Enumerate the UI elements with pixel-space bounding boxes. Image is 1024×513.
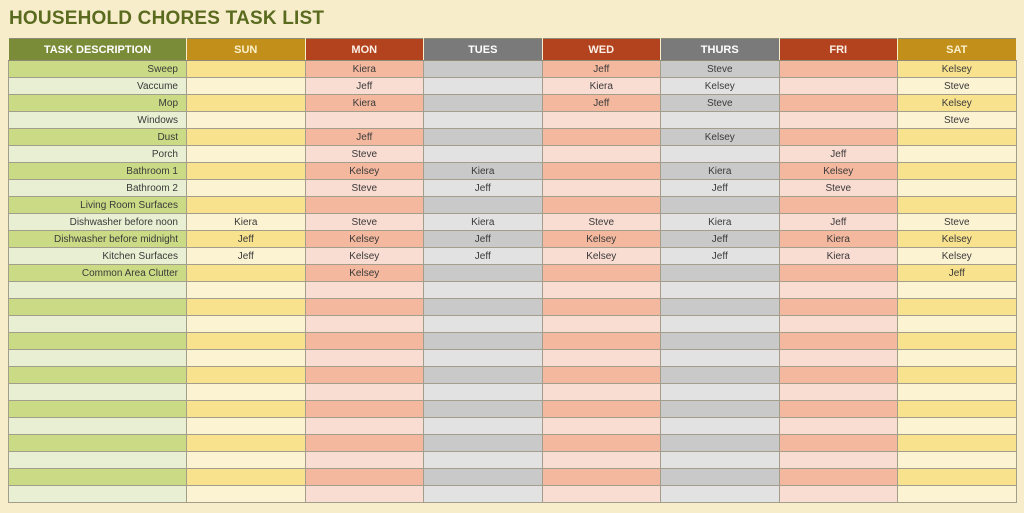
day-cell-fri[interactable]	[779, 61, 898, 78]
table-row	[9, 78, 1017, 95]
column-header-fri[interactable]: FRI	[779, 39, 898, 61]
day-cell-thurs[interactable]	[661, 197, 780, 214]
day-cell-sun[interactable]: Kiera	[187, 214, 306, 231]
day-cell-sun[interactable]	[187, 197, 306, 214]
day-cell-thurs[interactable]	[661, 486, 780, 503]
day-cell-sun[interactable]: Jeff	[187, 248, 306, 265]
table-row	[9, 265, 1017, 282]
task-cell[interactable]: Common Area Clutter	[9, 265, 187, 282]
column-header-thurs[interactable]: THURS	[661, 39, 780, 61]
day-cell-mon[interactable]: Jeff	[305, 78, 424, 95]
task-cell[interactable]: Porch	[9, 146, 187, 163]
table-row	[9, 282, 1017, 299]
day-cell-fri[interactable]	[779, 112, 898, 129]
day-cell-mon[interactable]	[305, 452, 424, 469]
day-cell-thurs[interactable]	[661, 469, 780, 486]
task-cell[interactable]	[9, 316, 187, 333]
day-cell-wed[interactable]: Kelsey	[542, 231, 661, 248]
table-row	[9, 299, 1017, 316]
table-row	[9, 112, 1017, 129]
task-cell[interactable]	[9, 418, 187, 435]
day-cell-thurs[interactable]	[661, 418, 780, 435]
day-cell-mon[interactable]	[305, 316, 424, 333]
day-cell-sat[interactable]: Jeff	[898, 265, 1017, 282]
day-cell-tues[interactable]	[424, 197, 543, 214]
task-cell[interactable]: Windows	[9, 112, 187, 129]
day-cell-sun[interactable]	[187, 333, 306, 350]
day-cell-sat[interactable]	[898, 146, 1017, 163]
day-cell-wed[interactable]: Kiera	[542, 78, 661, 95]
day-cell-wed[interactable]	[542, 469, 661, 486]
day-cell-sat[interactable]	[898, 197, 1017, 214]
day-cell-wed[interactable]	[542, 333, 661, 350]
day-cell-sun[interactable]	[187, 78, 306, 95]
day-cell-mon[interactable]: Kelsey	[305, 265, 424, 282]
day-cell-sat[interactable]	[898, 299, 1017, 316]
day-cell-fri[interactable]	[779, 265, 898, 282]
day-cell-tues[interactable]	[424, 78, 543, 95]
day-cell-tues[interactable]: Kiera	[424, 214, 543, 231]
day-cell-sun[interactable]	[187, 452, 306, 469]
day-cell-thurs[interactable]: Jeff	[661, 180, 780, 197]
day-cell-tues[interactable]	[424, 112, 543, 129]
day-cell-sun[interactable]	[187, 316, 306, 333]
day-cell-wed[interactable]	[542, 486, 661, 503]
table-row	[9, 146, 1017, 163]
day-cell-thurs[interactable]: Kelsey	[661, 129, 780, 146]
table-row	[9, 248, 1017, 265]
day-cell-sun[interactable]	[187, 435, 306, 452]
table-row	[9, 163, 1017, 180]
task-cell[interactable]: Living Room Surfaces	[9, 197, 187, 214]
day-cell-wed[interactable]	[542, 265, 661, 282]
day-cell-tues[interactable]	[424, 146, 543, 163]
column-header-mon[interactable]: MON	[305, 39, 424, 61]
task-cell[interactable]: Dust	[9, 129, 187, 146]
day-cell-wed[interactable]	[542, 112, 661, 129]
day-cell-fri[interactable]	[779, 452, 898, 469]
day-cell-fri[interactable]: Jeff	[779, 214, 898, 231]
day-cell-mon[interactable]: Kelsey	[305, 248, 424, 265]
day-cell-fri[interactable]: Steve	[779, 180, 898, 197]
day-cell-fri[interactable]	[779, 486, 898, 503]
task-cell[interactable]: Vaccume	[9, 78, 187, 95]
day-cell-mon[interactable]	[305, 367, 424, 384]
day-cell-sun[interactable]	[187, 61, 306, 78]
day-cell-tues[interactable]	[424, 282, 543, 299]
day-cell-mon[interactable]	[305, 469, 424, 486]
day-cell-thurs[interactable]: Kiera	[661, 163, 780, 180]
day-cell-fri[interactable]	[779, 282, 898, 299]
day-cell-fri[interactable]	[779, 350, 898, 367]
day-cell-tues[interactable]	[424, 316, 543, 333]
day-cell-thurs[interactable]	[661, 282, 780, 299]
day-cell-fri[interactable]	[779, 401, 898, 418]
day-cell-sat[interactable]: Kelsey	[898, 95, 1017, 112]
day-cell-tues[interactable]	[424, 265, 543, 282]
column-header-sat[interactable]: SAT	[898, 39, 1017, 61]
day-cell-sat[interactable]	[898, 129, 1017, 146]
day-cell-thurs[interactable]	[661, 452, 780, 469]
day-cell-sun[interactable]	[187, 401, 306, 418]
day-cell-wed[interactable]: Steve	[542, 214, 661, 231]
day-cell-thurs[interactable]: Jeff	[661, 231, 780, 248]
day-cell-tues[interactable]: Jeff	[424, 180, 543, 197]
day-cell-fri[interactable]	[779, 435, 898, 452]
table-row	[9, 350, 1017, 367]
day-cell-thurs[interactable]: Kiera	[661, 214, 780, 231]
day-cell-tues[interactable]	[424, 452, 543, 469]
day-cell-mon[interactable]	[305, 333, 424, 350]
day-cell-mon[interactable]: Kelsey	[305, 231, 424, 248]
table-row	[9, 180, 1017, 197]
day-cell-wed[interactable]	[542, 129, 661, 146]
day-cell-mon[interactable]	[305, 350, 424, 367]
header-row	[9, 39, 1017, 61]
day-cell-mon[interactable]	[305, 384, 424, 401]
day-cell-fri[interactable]: Kelsey	[779, 163, 898, 180]
day-cell-fri[interactable]	[779, 78, 898, 95]
day-cell-sat[interactable]	[898, 469, 1017, 486]
day-cell-thurs[interactable]	[661, 435, 780, 452]
day-cell-wed[interactable]: Jeff	[542, 61, 661, 78]
task-cell[interactable]	[9, 384, 187, 401]
day-cell-mon[interactable]	[305, 486, 424, 503]
day-cell-mon[interactable]	[305, 112, 424, 129]
day-cell-wed[interactable]	[542, 418, 661, 435]
day-cell-sat[interactable]: Kelsey	[898, 248, 1017, 265]
day-cell-tues[interactable]	[424, 61, 543, 78]
column-header-tues[interactable]: TUES	[424, 39, 543, 61]
day-cell-sun[interactable]	[187, 299, 306, 316]
day-cell-sun[interactable]	[187, 384, 306, 401]
day-cell-sun[interactable]	[187, 265, 306, 282]
day-cell-tues[interactable]	[424, 299, 543, 316]
day-cell-wed[interactable]	[542, 282, 661, 299]
table-row	[9, 197, 1017, 214]
table-row	[9, 469, 1017, 486]
day-cell-sun[interactable]	[187, 180, 306, 197]
day-cell-sun[interactable]	[187, 367, 306, 384]
day-cell-fri[interactable]	[779, 418, 898, 435]
day-cell-sat[interactable]	[898, 486, 1017, 503]
day-cell-fri[interactable]	[779, 129, 898, 146]
day-cell-mon[interactable]: Steve	[305, 180, 424, 197]
day-cell-sat[interactable]	[898, 163, 1017, 180]
day-cell-sat[interactable]	[898, 418, 1017, 435]
day-cell-mon[interactable]: Steve	[305, 214, 424, 231]
day-cell-wed[interactable]	[542, 197, 661, 214]
day-cell-mon[interactable]: Kiera	[305, 61, 424, 78]
task-cell[interactable]	[9, 350, 187, 367]
day-cell-fri[interactable]	[779, 299, 898, 316]
task-cell[interactable]	[9, 435, 187, 452]
day-cell-fri[interactable]	[779, 384, 898, 401]
day-cell-sat[interactable]	[898, 452, 1017, 469]
day-cell-tues[interactable]	[424, 469, 543, 486]
table-row	[9, 367, 1017, 384]
day-cell-wed[interactable]	[542, 316, 661, 333]
day-cell-sat[interactable]	[898, 316, 1017, 333]
day-cell-sat[interactable]	[898, 333, 1017, 350]
day-cell-fri[interactable]: Jeff	[779, 146, 898, 163]
day-cell-tues[interactable]	[424, 418, 543, 435]
day-cell-thurs[interactable]: Jeff	[661, 248, 780, 265]
day-cell-sat[interactable]	[898, 180, 1017, 197]
day-cell-wed[interactable]	[542, 452, 661, 469]
day-cell-fri[interactable]: Kiera	[779, 248, 898, 265]
day-cell-fri[interactable]	[779, 95, 898, 112]
day-cell-thurs[interactable]	[661, 333, 780, 350]
day-cell-tues[interactable]: Jeff	[424, 231, 543, 248]
day-cell-sun[interactable]	[187, 282, 306, 299]
day-cell-wed[interactable]	[542, 435, 661, 452]
table-row	[9, 316, 1017, 333]
day-cell-sun[interactable]	[187, 163, 306, 180]
day-cell-wed[interactable]	[542, 367, 661, 384]
table-row	[9, 418, 1017, 435]
day-cell-mon[interactable]	[305, 299, 424, 316]
day-cell-sat[interactable]	[898, 384, 1017, 401]
day-cell-fri[interactable]	[779, 197, 898, 214]
task-cell[interactable]	[9, 299, 187, 316]
day-cell-fri[interactable]: Kiera	[779, 231, 898, 248]
day-cell-sun[interactable]	[187, 469, 306, 486]
column-header-sun[interactable]: SUN	[187, 39, 306, 61]
day-cell-sat[interactable]	[898, 401, 1017, 418]
day-cell-tues[interactable]	[424, 333, 543, 350]
day-cell-tues[interactable]	[424, 486, 543, 503]
day-cell-tues[interactable]	[424, 95, 543, 112]
day-cell-tues[interactable]: Jeff	[424, 248, 543, 265]
day-cell-thurs[interactable]: Kelsey	[661, 78, 780, 95]
day-cell-mon[interactable]: Steve	[305, 146, 424, 163]
task-cell[interactable]	[9, 401, 187, 418]
day-cell-fri[interactable]	[779, 469, 898, 486]
day-cell-sun[interactable]	[187, 129, 306, 146]
day-cell-tues[interactable]	[424, 435, 543, 452]
day-cell-thurs[interactable]	[661, 265, 780, 282]
task-cell[interactable]	[9, 486, 187, 503]
day-cell-fri[interactable]	[779, 316, 898, 333]
day-cell-sun[interactable]	[187, 112, 306, 129]
day-cell-wed[interactable]	[542, 384, 661, 401]
day-cell-thurs[interactable]	[661, 299, 780, 316]
column-header-wed[interactable]: WED	[542, 39, 661, 61]
day-cell-wed[interactable]: Jeff	[542, 95, 661, 112]
day-cell-sun[interactable]	[187, 95, 306, 112]
day-cell-thurs[interactable]	[661, 350, 780, 367]
day-cell-sat[interactable]: Steve	[898, 112, 1017, 129]
day-cell-tues[interactable]: Kiera	[424, 163, 543, 180]
day-cell-thurs[interactable]: Steve	[661, 61, 780, 78]
day-cell-thurs[interactable]	[661, 384, 780, 401]
chores-table	[8, 38, 1017, 503]
day-cell-thurs[interactable]	[661, 316, 780, 333]
day-cell-tues[interactable]	[424, 367, 543, 384]
day-cell-tues[interactable]	[424, 384, 543, 401]
day-cell-sat[interactable]: Kelsey	[898, 231, 1017, 248]
table-row	[9, 384, 1017, 401]
task-cell[interactable]: Sweep	[9, 61, 187, 78]
day-cell-sun[interactable]	[187, 146, 306, 163]
day-cell-wed[interactable]	[542, 350, 661, 367]
task-cell[interactable]: Dishwasher before noon	[9, 214, 187, 231]
day-cell-thurs[interactable]	[661, 146, 780, 163]
day-cell-fri[interactable]	[779, 333, 898, 350]
day-cell-sun[interactable]	[187, 350, 306, 367]
table-row	[9, 231, 1017, 248]
task-cell[interactable]	[9, 367, 187, 384]
day-cell-sat[interactable]	[898, 435, 1017, 452]
day-cell-mon[interactable]: Kelsey	[305, 163, 424, 180]
table-row	[9, 95, 1017, 112]
table-row	[9, 333, 1017, 350]
day-cell-tues[interactable]	[424, 129, 543, 146]
day-cell-thurs[interactable]	[661, 401, 780, 418]
table-row	[9, 452, 1017, 469]
day-cell-fri[interactable]	[779, 367, 898, 384]
page-title: HOUSEHOLD CHORES TASK LIST	[9, 8, 325, 29]
task-cell[interactable]	[9, 333, 187, 350]
day-cell-wed[interactable]	[542, 401, 661, 418]
table-row	[9, 214, 1017, 231]
day-cell-thurs[interactable]: Steve	[661, 95, 780, 112]
table-row	[9, 61, 1017, 78]
task-cell[interactable]	[9, 469, 187, 486]
day-cell-mon[interactable]: Kiera	[305, 95, 424, 112]
day-cell-sat[interactable]	[898, 282, 1017, 299]
day-cell-wed[interactable]: Kelsey	[542, 248, 661, 265]
task-cell[interactable]: Bathroom 1	[9, 163, 187, 180]
day-cell-mon[interactable]	[305, 418, 424, 435]
day-cell-mon[interactable]	[305, 401, 424, 418]
day-cell-thurs[interactable]	[661, 367, 780, 384]
table-row	[9, 129, 1017, 146]
day-cell-mon[interactable]	[305, 197, 424, 214]
day-cell-tues[interactable]	[424, 350, 543, 367]
table-row	[9, 435, 1017, 452]
day-cell-sat[interactable]	[898, 350, 1017, 367]
day-cell-sun[interactable]	[187, 486, 306, 503]
day-cell-mon[interactable]	[305, 282, 424, 299]
day-cell-mon[interactable]	[305, 435, 424, 452]
day-cell-sat[interactable]: Steve	[898, 214, 1017, 231]
day-cell-wed[interactable]	[542, 299, 661, 316]
day-cell-wed[interactable]	[542, 180, 661, 197]
task-cell[interactable]: Bathroom 2	[9, 180, 187, 197]
task-cell[interactable]	[9, 282, 187, 299]
day-cell-tues[interactable]	[424, 401, 543, 418]
task-cell[interactable]	[9, 452, 187, 469]
day-cell-sun[interactable]	[187, 418, 306, 435]
day-cell-mon[interactable]: Jeff	[305, 129, 424, 146]
table-row	[9, 401, 1017, 418]
table-body	[9, 61, 1017, 503]
day-cell-thurs[interactable]	[661, 112, 780, 129]
day-cell-sat[interactable]: Steve	[898, 78, 1017, 95]
table-row	[9, 486, 1017, 503]
day-cell-sun[interactable]: Jeff	[187, 231, 306, 248]
column-header-task-description[interactable]: TASK DESCRIPTION	[9, 39, 187, 61]
day-cell-wed[interactable]	[542, 146, 661, 163]
day-cell-sat[interactable]: Kelsey	[898, 61, 1017, 78]
day-cell-sat[interactable]	[898, 367, 1017, 384]
task-cell[interactable]: Dishwasher before midnight	[9, 231, 187, 248]
task-cell[interactable]: Mop	[9, 95, 187, 112]
day-cell-wed[interactable]	[542, 163, 661, 180]
task-cell[interactable]: Kitchen Surfaces	[9, 248, 187, 265]
